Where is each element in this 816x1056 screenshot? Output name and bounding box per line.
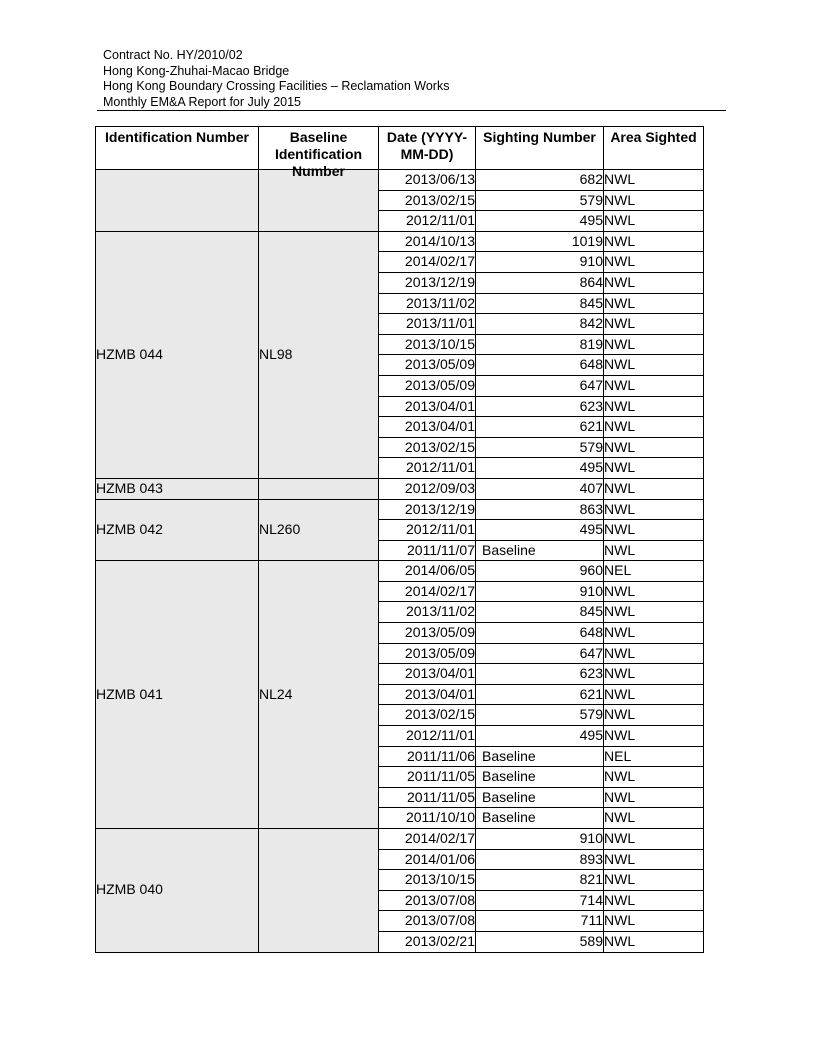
sighting-number-cell: 621 — [476, 684, 604, 705]
date-cell: 2013/11/02 — [379, 602, 476, 623]
date-cell: 2013/06/13 — [379, 170, 476, 191]
date-cell: 2011/11/06 — [379, 746, 476, 767]
table-row — [96, 561, 704, 582]
sighting-number-cell: Baseline — [476, 540, 604, 561]
table-row — [96, 231, 704, 252]
sighting-number-cell: 910 — [476, 252, 604, 273]
baseline-identification-cell: NL24 — [259, 561, 379, 829]
date-cell: 2014/06/05 — [379, 561, 476, 582]
area-sighted-cell: NWL — [604, 211, 704, 232]
date-cell: 2013/11/01 — [379, 314, 476, 335]
identification-number-cell: HZMB 044 — [96, 231, 259, 478]
sighting-number-cell: 1019 — [476, 231, 604, 252]
area-sighted-cell: NWL — [604, 478, 704, 499]
area-sighted-cell: NWL — [604, 252, 704, 273]
sighting-number-cell: Baseline — [476, 787, 604, 808]
sighting-number-cell: 711 — [476, 911, 604, 932]
date-cell: 2011/11/07 — [379, 540, 476, 561]
area-sighted-cell: NWL — [604, 355, 704, 376]
date-cell: 2012/11/01 — [379, 520, 476, 541]
area-sighted-cell: NWL — [604, 767, 704, 788]
table-row — [96, 170, 704, 191]
area-sighted-cell: NWL — [604, 334, 704, 355]
table-row — [96, 829, 704, 850]
baseline-identification-cell: NL98 — [259, 231, 379, 478]
sighting-number-cell: 893 — [476, 849, 604, 870]
col-header-date: Date (YYYY-MM-DD) — [379, 127, 476, 170]
date-cell: 2014/02/17 — [379, 581, 476, 602]
report-title: Monthly EM&A Report for July 2015 — [103, 94, 302, 109]
project-name: Hong Kong-Zhuhai-Macao Bridge — [103, 63, 290, 78]
baseline-identification-cell: NL260 — [259, 499, 379, 561]
area-sighted-cell: NWL — [604, 643, 704, 664]
date-cell: 2012/11/01 — [379, 726, 476, 747]
date-cell: 2011/10/10 — [379, 808, 476, 829]
area-sighted-cell: NWL — [604, 231, 704, 252]
sighting-number-cell: 682 — [476, 170, 604, 191]
date-cell: 2011/11/05 — [379, 767, 476, 788]
sighting-number-cell: 714 — [476, 890, 604, 911]
date-cell: 2011/11/05 — [379, 787, 476, 808]
sighting-table — [95, 126, 704, 953]
date-cell: 2014/02/17 — [379, 252, 476, 273]
area-sighted-cell: NWL — [604, 581, 704, 602]
date-cell: 2013/05/09 — [379, 355, 476, 376]
table-header-row — [96, 127, 704, 170]
date-cell: 2012/09/03 — [379, 478, 476, 499]
sighting-number-cell: Baseline — [476, 746, 604, 767]
date-cell: 2013/07/08 — [379, 911, 476, 932]
sighting-number-cell: 621 — [476, 417, 604, 438]
area-sighted-cell: NWL — [604, 190, 704, 211]
area-sighted-cell: NWL — [604, 829, 704, 850]
sighting-number-cell: 648 — [476, 623, 604, 644]
date-cell: 2013/02/15 — [379, 190, 476, 211]
sighting-number-cell: 910 — [476, 829, 604, 850]
date-cell: 2013/04/01 — [379, 396, 476, 417]
area-sighted-cell: NWL — [604, 726, 704, 747]
identification-number-cell: HZMB 043 — [96, 478, 259, 499]
area-sighted-cell: NWL — [604, 499, 704, 520]
area-sighted-cell: NWL — [604, 870, 704, 891]
area-sighted-cell: NWL — [604, 170, 704, 191]
date-cell: 2013/10/15 — [379, 870, 476, 891]
area-sighted-cell: NWL — [604, 931, 704, 952]
sighting-number-cell: 407 — [476, 478, 604, 499]
area-sighted-cell: NWL — [604, 520, 704, 541]
area-sighted-cell: NWL — [604, 602, 704, 623]
baseline-identification-cell — [259, 478, 379, 499]
sighting-number-cell: 821 — [476, 870, 604, 891]
area-sighted-cell: NWL — [604, 849, 704, 870]
date-cell: 2013/05/09 — [379, 623, 476, 644]
identification-number-cell: HZMB 040 — [96, 829, 259, 953]
sighting-number-cell: 647 — [476, 375, 604, 396]
table-row — [96, 478, 704, 499]
sighting-number-cell: Baseline — [476, 808, 604, 829]
sighting-number-cell: 845 — [476, 602, 604, 623]
sighting-number-cell: 579 — [476, 705, 604, 726]
area-sighted-cell: NWL — [604, 417, 704, 438]
area-sighted-cell: NWL — [604, 458, 704, 479]
contract-number: Contract No. HY/2010/02 — [103, 48, 243, 62]
identification-number-cell: HZMB 041 — [96, 561, 259, 829]
date-cell: 2013/02/15 — [379, 437, 476, 458]
sighting-number-cell: 842 — [476, 314, 604, 335]
sighting-number-cell: 495 — [476, 458, 604, 479]
sighting-number-cell: 647 — [476, 643, 604, 664]
sighting-number-cell: 579 — [476, 190, 604, 211]
identification-number-cell: HZMB 042 — [96, 499, 259, 561]
sighting-number-cell: 845 — [476, 293, 604, 314]
sighting-number-cell: 495 — [476, 520, 604, 541]
date-cell: 2013/04/01 — [379, 664, 476, 685]
area-sighted-cell: NWL — [604, 623, 704, 644]
date-cell: 2013/02/21 — [379, 931, 476, 952]
area-sighted-cell: NWL — [604, 787, 704, 808]
date-cell: 2013/04/01 — [379, 417, 476, 438]
sighting-number-cell: 648 — [476, 355, 604, 376]
area-sighted-cell: NWL — [604, 375, 704, 396]
date-cell: 2012/11/01 — [379, 211, 476, 232]
area-sighted-cell: NEL — [604, 746, 704, 767]
identification-number-cell — [96, 170, 259, 232]
table-row — [96, 499, 704, 520]
area-sighted-cell: NWL — [604, 808, 704, 829]
sighting-number-cell: 623 — [476, 664, 604, 685]
date-cell: 2013/02/15 — [379, 705, 476, 726]
date-cell: 2014/02/17 — [379, 829, 476, 850]
sighting-number-cell: 864 — [476, 272, 604, 293]
col-header-area-sighted: Area Sighted — [604, 127, 704, 170]
area-sighted-cell: NEL — [604, 561, 704, 582]
col-header-baseline-identification-number: Baseline Identification Number — [259, 127, 379, 170]
date-cell: 2013/12/19 — [379, 272, 476, 293]
table-body — [96, 170, 704, 953]
date-cell: 2013/04/01 — [379, 684, 476, 705]
header-divider — [97, 110, 726, 111]
sighting-number-cell: 910 — [476, 581, 604, 602]
col-header-sighting-number: Sighting Number — [476, 127, 604, 170]
works-name: Hong Kong Boundary Crossing Facilities – Reclamation Works — [103, 79, 450, 94]
col-header-identification-number: Identification Number — [96, 127, 259, 170]
sighting-number-cell: 623 — [476, 396, 604, 417]
area-sighted-cell: NWL — [604, 314, 704, 335]
sighting-number-cell: Baseline — [476, 767, 604, 788]
sighting-number-cell: 579 — [476, 437, 604, 458]
date-cell: 2013/10/15 — [379, 334, 476, 355]
sighting-number-cell: 495 — [476, 726, 604, 747]
date-cell: 2012/11/01 — [379, 458, 476, 479]
area-sighted-cell: NWL — [604, 684, 704, 705]
area-sighted-cell: NWL — [604, 272, 704, 293]
date-cell: 2013/05/09 — [379, 375, 476, 396]
baseline-identification-cell — [259, 829, 379, 953]
sighting-number-cell: 960 — [476, 561, 604, 582]
date-cell: 2013/07/08 — [379, 890, 476, 911]
area-sighted-cell: NWL — [604, 664, 704, 685]
date-cell: 2013/05/09 — [379, 643, 476, 664]
sighting-number-cell: 495 — [476, 211, 604, 232]
sighting-number-cell: 863 — [476, 499, 604, 520]
area-sighted-cell: NWL — [604, 540, 704, 561]
date-cell: 2013/11/02 — [379, 293, 476, 314]
area-sighted-cell: NWL — [604, 705, 704, 726]
document-header — [103, 48, 449, 110]
area-sighted-cell: NWL — [604, 293, 704, 314]
sighting-number-cell: 589 — [476, 931, 604, 952]
date-cell: 2013/12/19 — [379, 499, 476, 520]
area-sighted-cell: NWL — [604, 437, 704, 458]
date-cell: 2014/10/13 — [379, 231, 476, 252]
date-cell: 2014/01/06 — [379, 849, 476, 870]
area-sighted-cell: NWL — [604, 890, 704, 911]
area-sighted-cell: NWL — [604, 396, 704, 417]
area-sighted-cell: NWL — [604, 911, 704, 932]
sighting-number-cell: 819 — [476, 334, 604, 355]
